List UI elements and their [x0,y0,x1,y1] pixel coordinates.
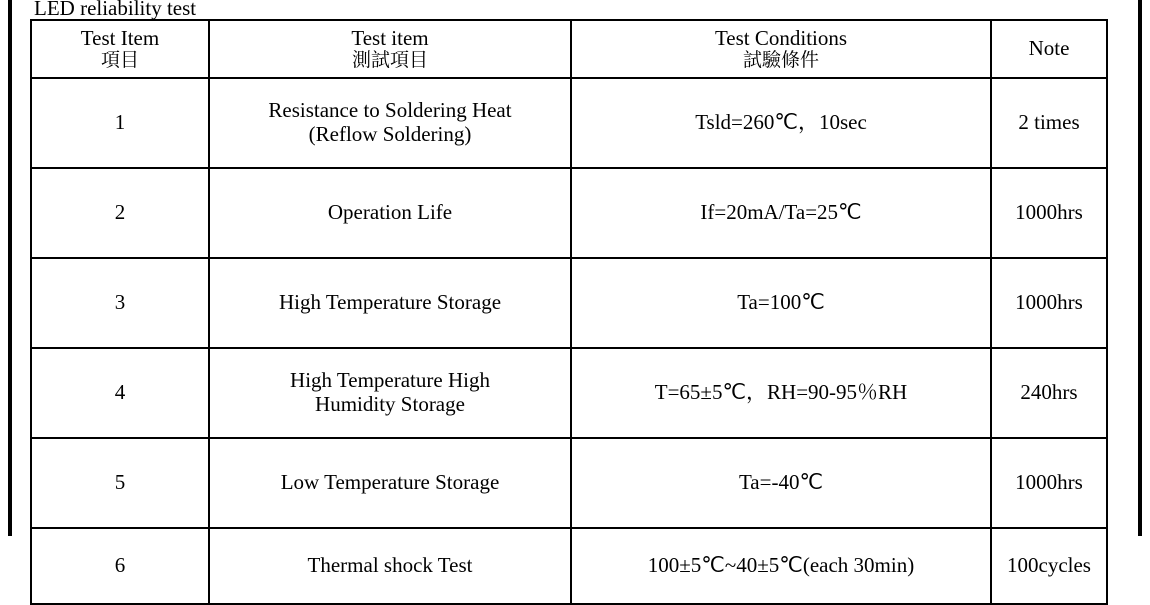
table-row [31,78,1107,168]
page-border-left [8,0,12,536]
cell-test-item-no: 5 [31,438,209,528]
column-header-test-item [209,20,571,78]
cell-test-conditions: T=65±5℃，RH=90-95％RH [571,348,991,438]
cell-test-item-no: 3 [31,258,209,348]
cell-test-item-line1: High Temperature Storage [278,290,502,315]
table-row [31,168,1107,258]
cell-test-item-line2: Humidity Storage [315,392,465,416]
reliability-test-table [30,19,1108,605]
cell-test-item-line1: High Temperature High [290,368,490,393]
reliability-test-table-wrapper [30,19,1106,605]
cell-note: 1000hrs [991,168,1107,258]
column-header-zh: 測試項目 [351,49,428,72]
table-row [31,348,1107,438]
cell-note: 2 times [991,78,1107,168]
cell-note: 1000hrs [991,258,1107,348]
cell-test-item-no: 6 [31,528,209,604]
cell-note: 1000hrs [991,438,1107,528]
cell-test-conditions: 100±5℃~40±5℃(each 30min) [571,528,991,604]
cell-test-conditions: Tsld=260℃，10sec [571,78,991,168]
table-header-row [31,20,1107,78]
cell-test-item-line1: Resistance to Soldering Heat [268,98,512,123]
cell-test-conditions: Ta=100℃ [571,258,991,348]
cell-test-item-no: 1 [31,78,209,168]
table-header [31,20,1107,78]
table-row [31,438,1107,528]
column-header-en: Test Item [80,25,160,50]
cell-test-item [209,438,571,528]
column-header-note [991,20,1107,78]
cell-test-item-no: 4 [31,348,209,438]
cell-test-item [209,528,571,604]
cell-test-item-line1: Low Temperature Storage [280,470,500,495]
column-header-zh: 項目 [100,49,139,72]
cell-test-item-line2: (Reflow Soldering) [308,122,472,146]
cell-test-item [209,78,571,168]
cell-test-item [209,168,571,258]
section-title: LED reliability test [34,0,197,20]
cell-test-item-no: 2 [31,168,209,258]
column-header-test-conditions [571,20,991,78]
column-header-en: Note [1028,36,1070,61]
cell-test-conditions: Ta=-40℃ [571,438,991,528]
cell-test-item [209,348,571,438]
cell-test-item-line1: Operation Life [327,200,453,225]
cell-test-item-line1: Thermal shock Test [307,553,473,578]
table-body [31,78,1107,604]
column-header-en: Test item [351,25,429,50]
table-row [31,258,1107,348]
cell-note: 240hrs [991,348,1107,438]
column-header-test-item-no [31,20,209,78]
cell-note: 100cycles [991,528,1107,604]
table-row [31,528,1107,604]
cell-test-conditions: If=20mA/Ta=25℃ [571,168,991,258]
cell-test-item [209,258,571,348]
column-header-en: Test Conditions [714,25,848,50]
column-header-zh: 試驗條件 [742,49,819,72]
page-border-right [1138,0,1142,536]
